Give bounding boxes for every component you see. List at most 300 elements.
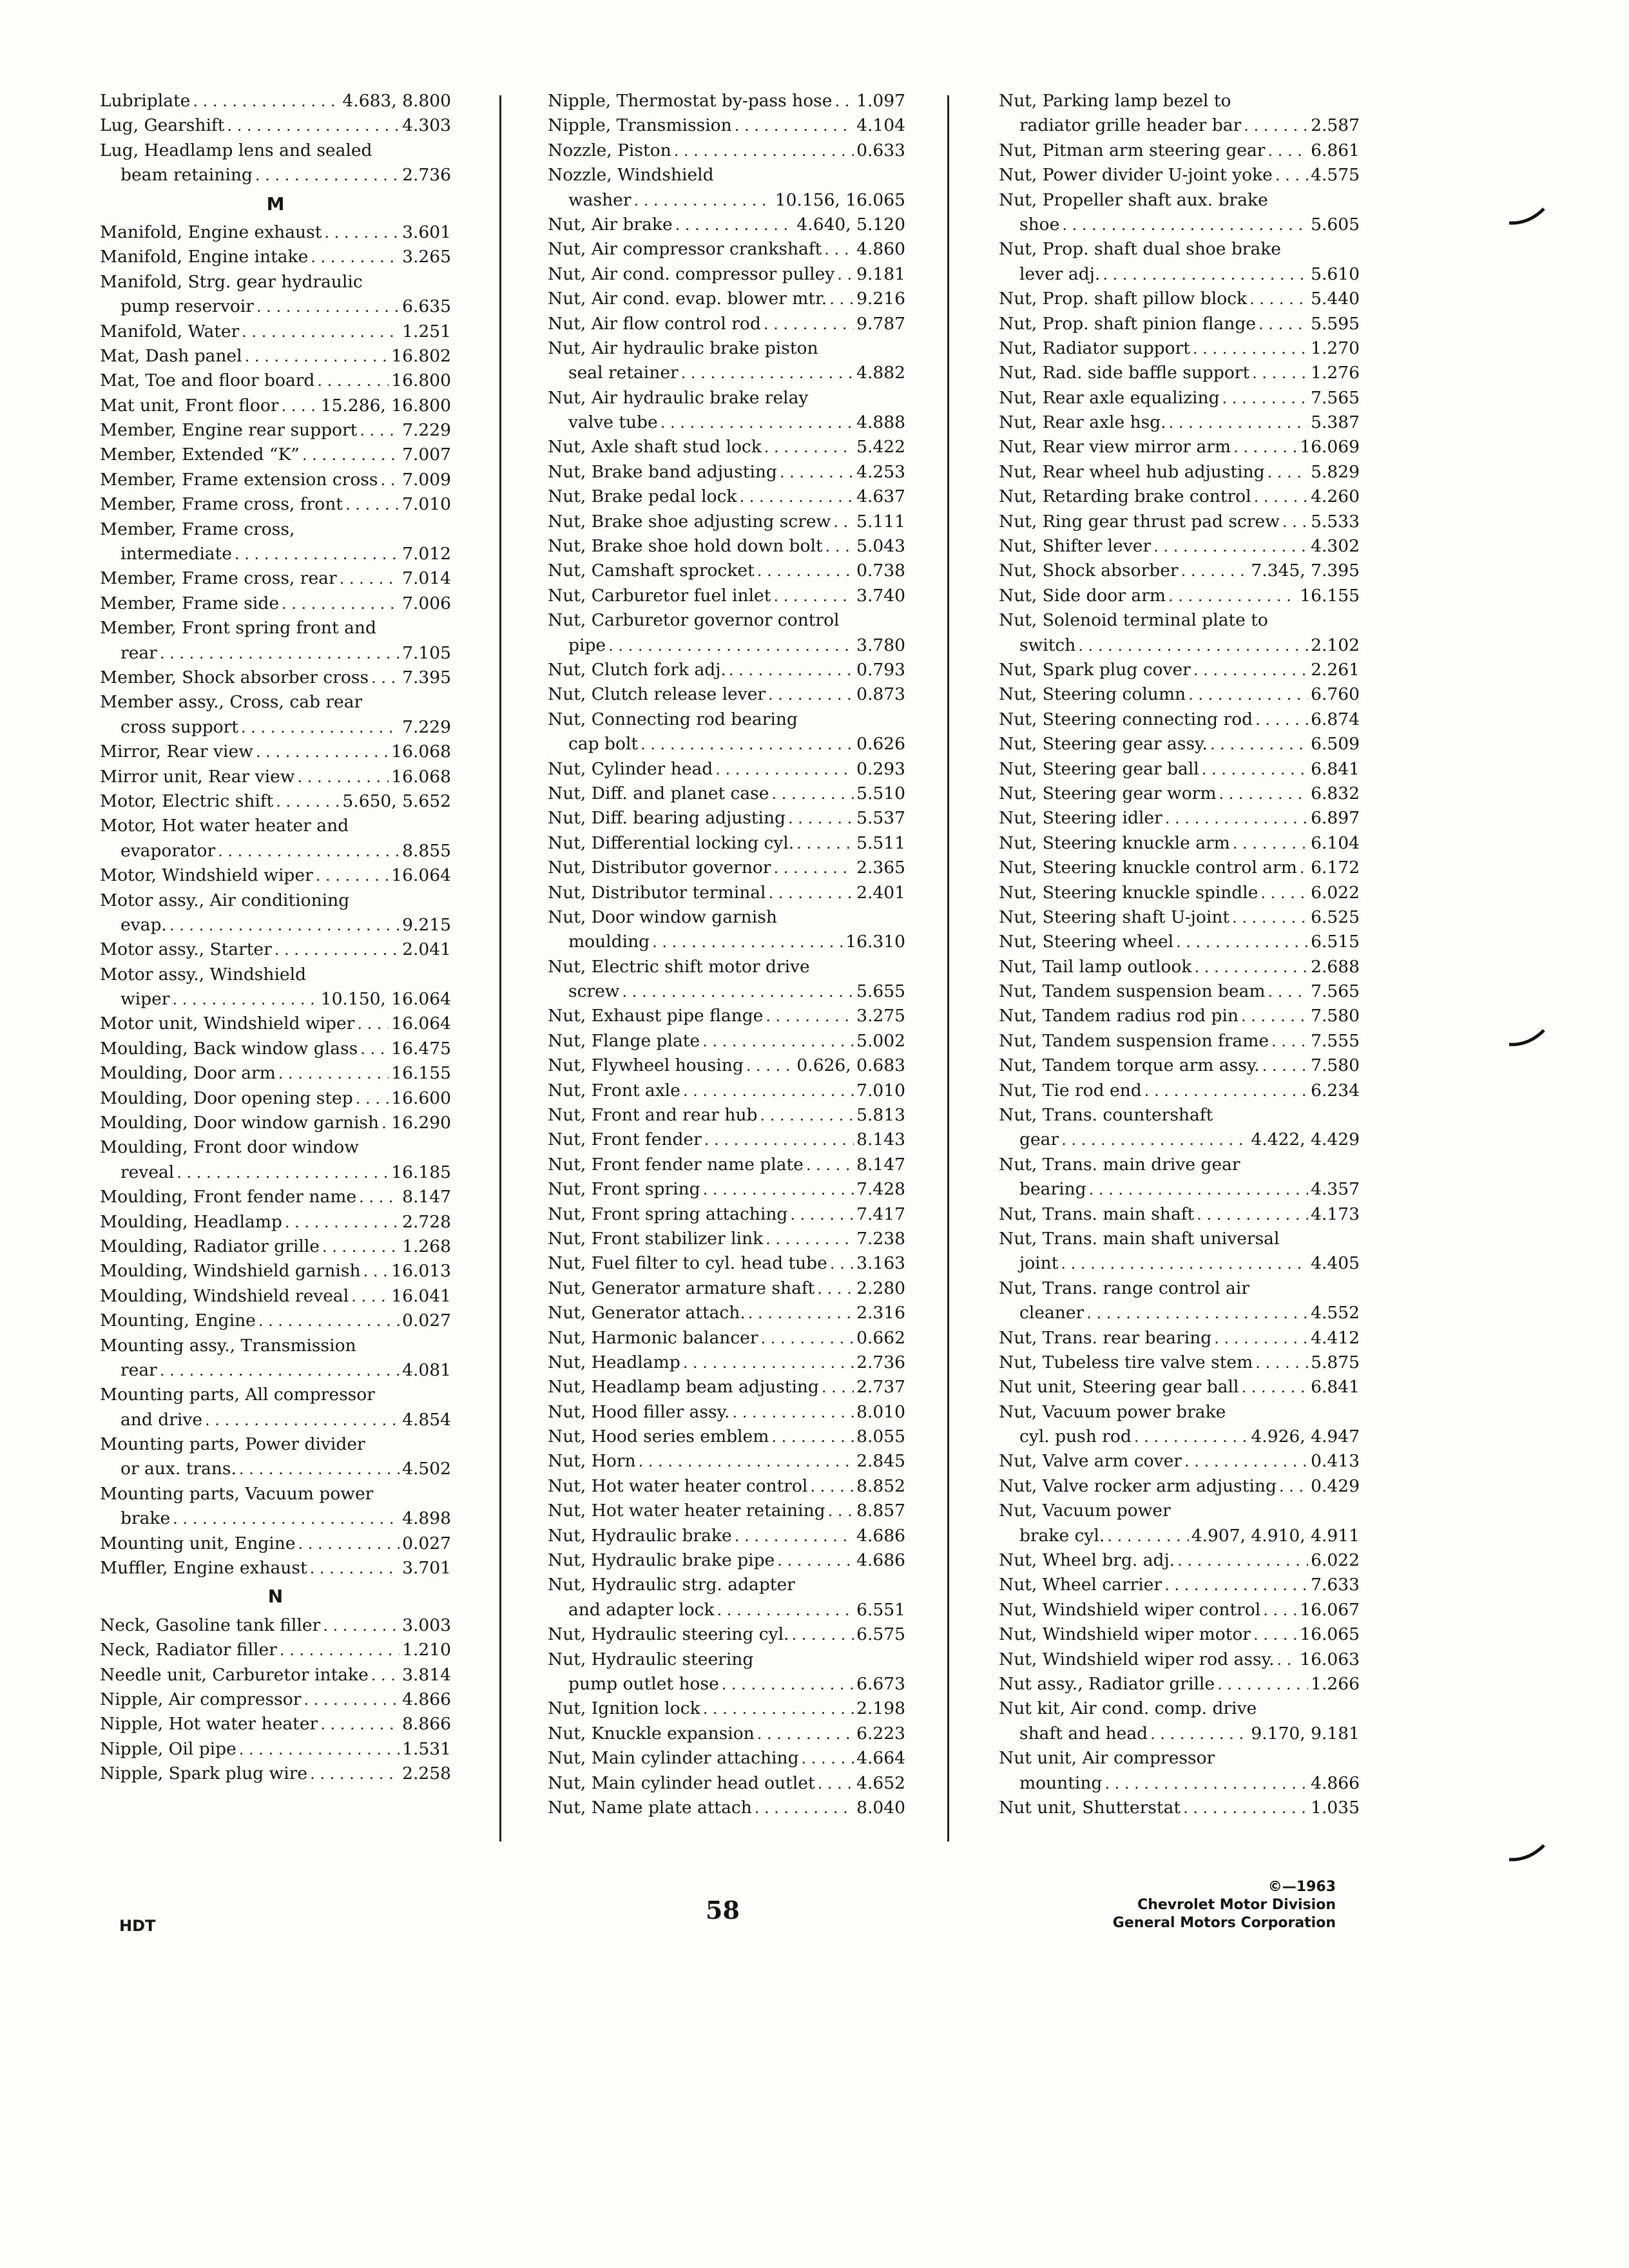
- index-entry: [100, 765, 451, 789]
- entry-label: Nut, Tail lamp outlook: [999, 956, 1192, 977]
- entry-page-ref: 7.012: [402, 544, 451, 564]
- entry-page-ref: 6.551: [856, 1599, 905, 1620]
- entry-page-ref: 9.787: [856, 313, 905, 334]
- index-entry: [548, 386, 905, 410]
- entry-label: Nut, Spark plug cover: [999, 659, 1191, 680]
- entry-label: Nut, Front axle: [548, 1080, 680, 1100]
- dot-leader: [1241, 1375, 1308, 1399]
- dot-leader: [1222, 386, 1309, 410]
- entry-label: bearing: [1019, 1179, 1086, 1200]
- entry-page-ref: 5.043: [856, 536, 905, 557]
- dot-leader: [834, 89, 854, 113]
- entry-page-ref: 5.829: [1311, 461, 1360, 482]
- entry-label: shaft and head: [1019, 1723, 1148, 1744]
- entry-page-ref: 5.605: [1311, 214, 1360, 235]
- dot-leader: [822, 1375, 854, 1399]
- entry-label: Nut, Fuel filter to cyl. head tube: [548, 1253, 827, 1274]
- entry-page-ref: 5.510: [856, 783, 905, 803]
- entry-page-ref: 6.673: [856, 1674, 905, 1694]
- index-entry: [100, 616, 451, 640]
- dot-leader: [837, 262, 854, 287]
- index-entry: [548, 1746, 905, 1771]
- entry-label: Mounting assy., Transmission: [100, 1335, 356, 1356]
- entry-label: Moulding, Windshield garnish: [100, 1261, 361, 1282]
- dot-leader: [173, 1506, 400, 1531]
- entry-page-ref: 2.198: [856, 1698, 905, 1719]
- index-entry: [999, 485, 1360, 509]
- dot-leader: [317, 369, 389, 393]
- entry-label: Nut, Carburetor fuel inlet: [548, 585, 771, 606]
- entry-page-ref: 4.302: [1311, 536, 1360, 557]
- dot-leader: [715, 757, 854, 782]
- index-entry-continuation: [999, 113, 1360, 138]
- dot-leader: [1134, 1425, 1249, 1449]
- index-entry: [100, 1185, 451, 1209]
- scan-mark: [1508, 206, 1547, 226]
- index-entry: [548, 534, 905, 559]
- dot-leader: [1086, 1301, 1308, 1325]
- index-entry: [100, 1613, 451, 1638]
- index-entry: [548, 1079, 905, 1103]
- dot-leader: [239, 1737, 400, 1762]
- publisher-line-1: Chevrolet Motor Division: [1137, 1897, 1336, 1913]
- entry-label: Member, Frame cross, rear: [100, 568, 337, 589]
- dot-leader: [1062, 213, 1308, 237]
- index-entry-continuation: [999, 1251, 1360, 1276]
- entry-label: Member, Frame side: [100, 593, 280, 613]
- dot-leader: [256, 740, 389, 764]
- dot-leader: [1275, 163, 1308, 187]
- entry-page-ref: 3.275: [856, 1006, 905, 1026]
- entry-label: brake cyl.: [1019, 1525, 1105, 1546]
- entry-page-ref: 9.215: [402, 914, 451, 935]
- entry-label: Nut, Solenoid terminal plate to: [999, 610, 1268, 631]
- index-entry: [100, 1663, 451, 1687]
- entry-label: Motor assy., Starter: [100, 939, 272, 960]
- dot-leader: [340, 566, 400, 591]
- index-entry: [999, 1548, 1360, 1573]
- dot-leader: [773, 584, 854, 608]
- dot-leader: [316, 863, 389, 888]
- entry-page-ref: 5.533: [1311, 511, 1360, 532]
- entry-page-ref: 5.511: [856, 832, 905, 853]
- dot-leader: [1197, 1202, 1308, 1227]
- dot-leader: [1244, 113, 1308, 138]
- entry-label: Nut, Radiator support: [999, 338, 1190, 358]
- index-entry-continuation: [548, 732, 905, 756]
- entry-label: cleaner: [1019, 1303, 1084, 1323]
- entry-page-ref: 5.813: [856, 1105, 905, 1126]
- dot-leader: [1193, 336, 1308, 361]
- entry-label: Nut, Prop. shaft pillow block: [999, 289, 1248, 309]
- index-entry: [548, 905, 905, 930]
- entry-page-ref: 9.181: [856, 264, 905, 284]
- dot-leader: [790, 1202, 854, 1227]
- index-entry: [548, 237, 905, 262]
- entry-label: Nut, Trans. main drive gear: [999, 1154, 1240, 1175]
- entry-label: Nut, Side door arm: [999, 585, 1166, 606]
- entry-label: Nut, Front spring attaching: [548, 1204, 788, 1224]
- entry-page-ref: 4.686: [856, 1550, 905, 1571]
- index-entry: [999, 435, 1360, 459]
- entry-page-ref: 6.234: [1311, 1080, 1360, 1100]
- entry-label: washer: [568, 189, 631, 210]
- entry-page-ref: 2.261: [1311, 659, 1360, 680]
- entry-label: screw: [568, 981, 620, 1002]
- entry-label: Nut, Steering gear worm: [999, 783, 1217, 803]
- index-entry: [548, 682, 905, 707]
- dot-leader: [1177, 1548, 1308, 1573]
- entry-label: Nut, Horn: [548, 1451, 636, 1472]
- entry-page-ref: 16.067: [1300, 1599, 1360, 1620]
- entry-label: Nut, Camshaft sprocket: [548, 561, 755, 581]
- entry-label: Nipple, Thermostat by-pass hose: [548, 91, 833, 111]
- index-entry: [100, 963, 451, 987]
- entry-label: Nut, Steering idler: [999, 808, 1162, 829]
- index-entry: [999, 806, 1360, 831]
- entry-page-ref: 10.156, 16.065: [775, 189, 905, 210]
- entry-page-ref: 8.055: [856, 1427, 905, 1447]
- entry-page-ref: 4.652: [856, 1773, 905, 1793]
- dot-leader: [241, 715, 400, 740]
- entry-page-ref: 7.238: [856, 1228, 905, 1249]
- dot-leader: [371, 666, 400, 690]
- entry-page-ref: 4.575: [1311, 165, 1360, 186]
- page-number: 58: [706, 1896, 740, 1925]
- entry-page-ref: 4.253: [856, 461, 905, 482]
- entry-page-ref: 6.515: [1311, 932, 1360, 952]
- index-entry-continuation: [548, 188, 905, 213]
- entry-page-ref: 6.509: [1311, 734, 1360, 754]
- entry-label: Nut, Air cond. evap. blower mtr.: [548, 289, 827, 309]
- scan-mark: [1508, 1843, 1547, 1862]
- entry-page-ref: 0.662: [856, 1327, 905, 1348]
- entry-label: Nut kit, Air cond. comp. drive: [999, 1698, 1257, 1719]
- entry-page-ref: 4.866: [1311, 1773, 1360, 1793]
- dot-leader: [1255, 707, 1308, 732]
- dot-leader: [729, 658, 854, 682]
- dot-leader: [766, 1004, 854, 1028]
- dot-leader: [1164, 1573, 1308, 1597]
- entry-label: Nut, Knuckle expansion: [548, 1723, 755, 1744]
- index-entry: [548, 559, 905, 583]
- entry-page-ref: 4.683, 8.800: [342, 91, 451, 111]
- dot-leader: [1255, 1350, 1308, 1375]
- entry-page-ref: 2.728: [402, 1211, 451, 1232]
- entry-label: Nut, Tandem suspension beam: [999, 981, 1266, 1002]
- entry-page-ref: 2.316: [856, 1303, 905, 1323]
- dot-leader: [310, 1556, 400, 1581]
- dot-leader: [1268, 460, 1309, 485]
- index-entry: [999, 881, 1360, 905]
- entry-page-ref: 7.395: [402, 667, 451, 687]
- entry-label: pump reservoir: [120, 296, 254, 317]
- dot-leader: [717, 1598, 854, 1622]
- index-entry: [100, 814, 451, 838]
- index-entry: [548, 955, 905, 979]
- dot-leader: [320, 1712, 400, 1736]
- dot-leader: [1181, 559, 1249, 583]
- entry-page-ref: 3.003: [402, 1615, 451, 1635]
- entry-label: Nut, Hot water heater retaining: [548, 1501, 825, 1521]
- dot-leader: [681, 361, 854, 385]
- index-entry: [548, 806, 905, 831]
- entry-page-ref: 9.170, 9.181: [1251, 1723, 1360, 1744]
- entry-label: Nut, Trans. main shaft universal: [999, 1228, 1280, 1249]
- entry-label: Muffler, Engine exhaust: [100, 1558, 307, 1579]
- index-entry: [100, 1762, 451, 1786]
- dot-leader: [1188, 682, 1308, 707]
- dot-leader: [280, 1638, 400, 1662]
- dot-leader: [278, 1061, 389, 1086]
- dot-leader: [193, 89, 340, 113]
- entry-page-ref: 7.565: [1311, 981, 1360, 1002]
- dot-leader: [1194, 955, 1308, 979]
- dot-leader: [1277, 1648, 1298, 1672]
- entry-page-ref: 2.737: [856, 1377, 905, 1398]
- index-entry: [999, 1746, 1360, 1771]
- entry-label: Nut, Tandem suspension frame: [999, 1030, 1269, 1051]
- entry-label: Nut, Steering knuckle control arm: [999, 858, 1297, 878]
- entry-label: Mat, Toe and floor board: [100, 370, 315, 391]
- dot-leader: [829, 287, 854, 311]
- entry-page-ref: 16.069: [1300, 437, 1360, 457]
- dot-leader: [771, 782, 854, 806]
- entry-label: Nipple, Spark plug wire: [100, 1763, 308, 1784]
- entry-page-ref: 4.664: [856, 1748, 905, 1769]
- dot-leader: [833, 510, 854, 534]
- dot-leader: [1271, 1029, 1308, 1053]
- entry-page-ref: 4.907, 4.910, 4.911: [1191, 1525, 1360, 1546]
- dot-leader: [1252, 361, 1308, 385]
- entry-page-ref: 1.210: [402, 1640, 451, 1660]
- index-entry-continuation: [999, 1425, 1360, 1449]
- dot-leader: [160, 641, 400, 666]
- entry-page-ref: 0.293: [856, 758, 905, 779]
- entry-page-ref: 16.155: [1300, 585, 1360, 606]
- index-entry: [100, 889, 451, 913]
- entry-page-ref: 16.475: [391, 1038, 451, 1059]
- entry-label: Motor, Electric shift: [100, 791, 274, 811]
- dot-leader: [1268, 979, 1309, 1004]
- entry-label: Member, Shock absorber cross: [100, 667, 369, 687]
- entry-label: Nut, Flange plate: [548, 1030, 700, 1051]
- entry-page-ref: 3.780: [856, 635, 905, 655]
- index-entry: [999, 1053, 1360, 1078]
- index-entry: [100, 89, 451, 113]
- entry-page-ref: 4.502: [402, 1459, 451, 1479]
- dot-leader: [740, 485, 854, 509]
- entry-page-ref: 4.412: [1311, 1327, 1360, 1348]
- dot-leader: [1282, 510, 1308, 534]
- entry-page-ref: 4.640, 5.120: [796, 214, 905, 235]
- dot-leader: [256, 294, 400, 319]
- dot-leader: [357, 1012, 389, 1036]
- entry-page-ref: 0.793: [856, 659, 905, 680]
- index-entry: [548, 757, 905, 782]
- index-entry: [999, 139, 1360, 163]
- index-entry: [100, 789, 451, 814]
- entry-page-ref: 16.064: [391, 865, 451, 886]
- index-entry: [999, 584, 1360, 608]
- entry-page-ref: 16.185: [391, 1162, 451, 1182]
- index-entry: [100, 344, 451, 369]
- entry-page-ref: 2.041: [402, 939, 451, 960]
- entry-label: Moulding, Door opening step: [100, 1088, 353, 1108]
- index-entry: [999, 1499, 1360, 1523]
- index-entry: [999, 930, 1360, 954]
- entry-page-ref: 8.010: [856, 1401, 905, 1422]
- entry-page-ref: 6.897: [1311, 808, 1360, 829]
- entry-page-ref: 7.345, 7.395: [1251, 561, 1360, 581]
- entry-label: Moulding, Front door window: [100, 1137, 359, 1158]
- entry-label: Manifold, Water: [100, 321, 240, 341]
- dot-leader: [1263, 1598, 1297, 1622]
- entry-page-ref: 0.738: [856, 561, 905, 581]
- entry-label: Nut, Trans. range control air: [999, 1278, 1249, 1298]
- entry-page-ref: 16.064: [391, 1014, 451, 1034]
- scan-mark: [1508, 1028, 1547, 1047]
- index-entry: [100, 1737, 451, 1762]
- dot-leader: [1165, 806, 1308, 831]
- index-entry-continuation: [100, 715, 451, 740]
- entry-label: Neck, Gasoline tank filler: [100, 1615, 321, 1635]
- dot-leader: [323, 1613, 400, 1638]
- entry-label: Nut, Main cylinder head outlet: [548, 1773, 815, 1793]
- dot-leader: [806, 1153, 854, 1177]
- index-entry-continuation: [548, 410, 905, 435]
- index-entry: [100, 1235, 451, 1259]
- index-entry: [100, 517, 451, 542]
- entry-label: Nut, Front fender: [548, 1129, 702, 1150]
- entry-page-ref: 3.814: [402, 1664, 451, 1685]
- index-entry: [999, 1103, 1360, 1128]
- entry-page-ref: 6.575: [856, 1624, 905, 1645]
- entry-label: seal retainer: [568, 363, 679, 383]
- index-entry: [999, 732, 1360, 756]
- entry-label: Nut, Ring gear thrust pad screw: [999, 511, 1280, 532]
- dot-leader: [235, 542, 400, 566]
- dot-leader: [1144, 1079, 1308, 1103]
- entry-page-ref: 0.626, 0.683: [796, 1055, 905, 1076]
- entry-page-ref: 2.688: [1311, 956, 1360, 977]
- index-entry: [999, 757, 1360, 782]
- entry-page-ref: 7.006: [402, 593, 451, 613]
- dot-leader: [675, 213, 795, 237]
- entry-label: Nut, Hydraulic strg. adapter: [548, 1575, 795, 1595]
- entry-page-ref: 4.422, 4.429: [1251, 1129, 1360, 1150]
- index-entry: [999, 1276, 1360, 1301]
- entry-label: beam retaining: [120, 165, 253, 186]
- dot-leader: [1168, 584, 1297, 608]
- entry-page-ref: 8.143: [856, 1129, 905, 1150]
- index-entry: [548, 658, 905, 682]
- entry-label: Nut, Steering gear assy.: [999, 734, 1208, 754]
- entry-label: Nut, Hood filler assy.: [548, 1401, 730, 1422]
- entry-label: Nut, Clutch release lever: [548, 684, 766, 705]
- entry-label: rear: [120, 1360, 157, 1380]
- index-entry: [548, 1301, 905, 1325]
- entry-page-ref: 1.035: [1311, 1797, 1360, 1818]
- index-entry: [999, 89, 1360, 113]
- index-entry: [548, 1153, 905, 1177]
- entry-page-ref: 6.223: [856, 1723, 905, 1744]
- entry-page-ref: 16.802: [391, 345, 451, 366]
- entry-label: Member, Extended “K”: [100, 445, 300, 465]
- entry-label: gear: [1019, 1129, 1059, 1150]
- entry-page-ref: 7.105: [402, 642, 451, 663]
- dot-leader: [660, 410, 854, 435]
- index-entry: [100, 591, 451, 616]
- index-entry: [548, 89, 905, 113]
- dot-leader: [732, 1400, 854, 1425]
- index-entry: [999, 905, 1360, 930]
- entry-page-ref: 4.854: [402, 1409, 451, 1430]
- index-entry: [999, 608, 1360, 633]
- index-entry: [548, 1375, 905, 1399]
- entry-page-ref: 10.150, 16.064: [320, 989, 451, 1010]
- index-entry: [999, 831, 1360, 856]
- index-entry: [100, 566, 451, 591]
- index-entry-continuation: [100, 1358, 451, 1383]
- dot-leader: [830, 1251, 854, 1276]
- entry-label: radiator grille header bar: [1019, 115, 1242, 136]
- entry-label: pump outlet hose: [568, 1674, 719, 1694]
- entry-page-ref: 1.251: [402, 321, 451, 341]
- dot-leader: [824, 237, 854, 262]
- dot-leader: [360, 418, 400, 443]
- entry-label: Nozzle, Windshield: [548, 165, 714, 186]
- entry-page-ref: 0.027: [402, 1533, 451, 1553]
- entry-page-ref: 15.286, 16.800: [320, 395, 451, 416]
- index-entry-continuation: [100, 1506, 451, 1531]
- index-entry: [999, 955, 1360, 979]
- index-entry: [999, 1598, 1360, 1622]
- dot-leader: [674, 139, 854, 163]
- entry-page-ref: 6.841: [1311, 1377, 1360, 1398]
- index-entry: [548, 831, 905, 856]
- entry-label: Nut, Rear axle equalizing: [999, 387, 1220, 408]
- index-entry-continuation: [100, 1457, 451, 1481]
- entry-page-ref: 5.595: [1311, 313, 1360, 334]
- dot-leader: [764, 312, 854, 336]
- entry-page-ref: 0.413: [1311, 1451, 1360, 1472]
- entry-page-ref: 16.063: [1300, 1649, 1360, 1669]
- entry-label: cross support: [120, 716, 238, 737]
- entry-label: Nut, Propeller shaft aux. brake: [999, 189, 1268, 210]
- index-entry: [999, 312, 1360, 336]
- dot-leader: [760, 1103, 854, 1128]
- index-entry: [100, 1334, 451, 1358]
- dot-leader: [1061, 1128, 1248, 1152]
- index-entry: [999, 682, 1360, 707]
- dot-leader: [746, 1053, 795, 1078]
- entry-label: Nut, Tandem torque arm assy.: [999, 1055, 1260, 1076]
- index-entry: [548, 782, 905, 806]
- entry-page-ref: 5.650, 5.652: [342, 791, 451, 811]
- dot-leader: [683, 1350, 854, 1375]
- dot-leader: [768, 682, 854, 707]
- entry-page-ref: 6.760: [1311, 684, 1360, 705]
- index-entry: [999, 1672, 1360, 1696]
- index-entry: [548, 881, 905, 905]
- dot-leader: [1107, 1524, 1188, 1548]
- dot-leader: [608, 633, 854, 658]
- entry-label: rear: [120, 642, 157, 663]
- entry-label: Nut, Steering wheel: [999, 932, 1174, 952]
- index-entry: [999, 361, 1360, 385]
- entry-label: Nut unit, Air compressor: [999, 1748, 1215, 1769]
